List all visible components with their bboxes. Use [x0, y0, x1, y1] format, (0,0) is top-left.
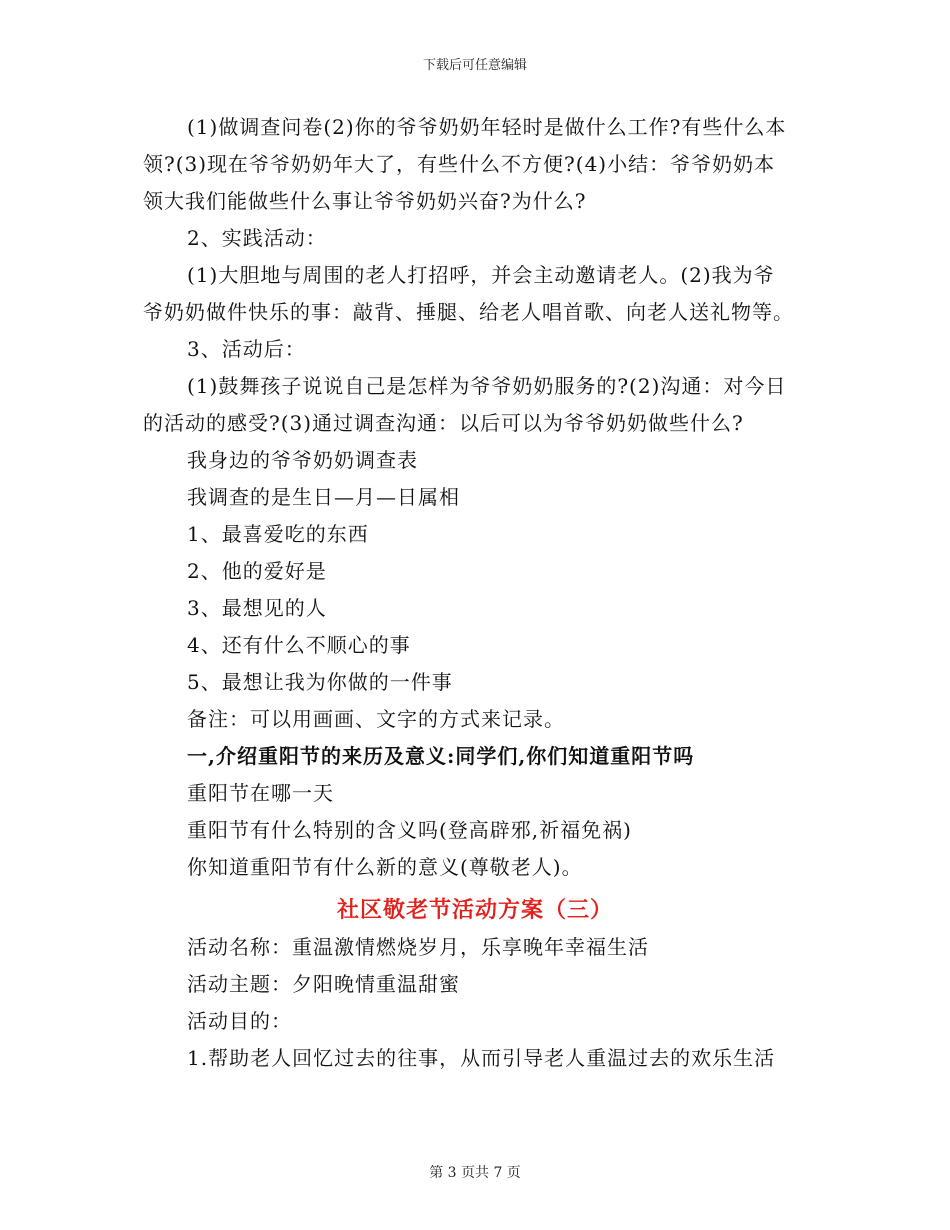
paragraph-line: (1)大胆地与周围的老人打招呼，并会主动邀请老人。(2)我为爷: [187, 263, 775, 287]
intro-heading: 一,介绍重阳节的来历及意义:同学们,你们知道重阳节吗: [187, 744, 695, 768]
paragraph-line: (1)做调查问卷(2)你的爷爷奶奶年轻时是做什么工作?有些什么本: [187, 115, 787, 139]
survey-item: 4、还有什么不顺心的事: [187, 633, 411, 657]
plan-title: 社区敬老节活动方案（三）: [336, 897, 613, 923]
plan-goal-label: 活动目的：: [187, 1009, 292, 1033]
paragraph-line: (1)鼓舞孩子说说自己是怎样为爷爷奶奶服务的?(2)沟通：对今日: [187, 374, 787, 398]
section-heading: 2、实践活动：: [187, 226, 327, 250]
survey-item: 1、最喜爱吃的东西: [187, 522, 369, 546]
plan-name: 活动名称：重温激情燃烧岁月，乐享晚年幸福生活: [187, 935, 649, 959]
intro-line: 重阳节有什么特别的含义吗(登高辟邪,祈福免祸): [187, 818, 632, 842]
survey-item: 2、他的爱好是: [187, 559, 327, 583]
intro-line: 你知道重阳节有什么新的意义(尊敬老人)。: [187, 855, 583, 879]
page-header: 下载后可任意编辑: [422, 58, 527, 73]
paragraph-line: 领大我们能做些什么事让爷爷奶奶兴奋?为什么?: [143, 189, 587, 213]
survey-item: 5、最想让我为你做的一件事: [187, 670, 453, 694]
survey-title: 我身边的爷爷奶奶调查表: [187, 448, 418, 472]
plan-theme: 活动主题：夕阳晚情重温甜蜜: [187, 972, 460, 996]
intro-line: 重阳节在哪一天: [187, 781, 334, 805]
survey-note: 备注：可以用画画、文字的方式来记录。: [187, 707, 565, 731]
survey-item: 3、最想见的人: [187, 596, 327, 620]
survey-subject: 我调查的是生日—月—日属相: [187, 485, 460, 509]
paragraph-line: 爷奶奶做件快乐的事：敲背、捶腿、给老人唱首歌、向老人送礼物等。: [143, 300, 794, 324]
plan-goal-item: 1.帮助老人回忆过去的往事，从而引导老人重温过去的欢乐生活: [187, 1046, 776, 1070]
paragraph-line: 的活动的感受?(3)通过调查沟通：以后可以为爷爷奶奶做些什么?: [143, 411, 744, 435]
section-heading: 3、活动后：: [187, 337, 306, 361]
page-footer: 第 3 页共 7 页: [429, 1165, 521, 1181]
paragraph-line: 领?(3)现在爷爷奶奶年大了，有些什么不方便?(4)小结：爷爷奶奶本: [143, 152, 776, 176]
